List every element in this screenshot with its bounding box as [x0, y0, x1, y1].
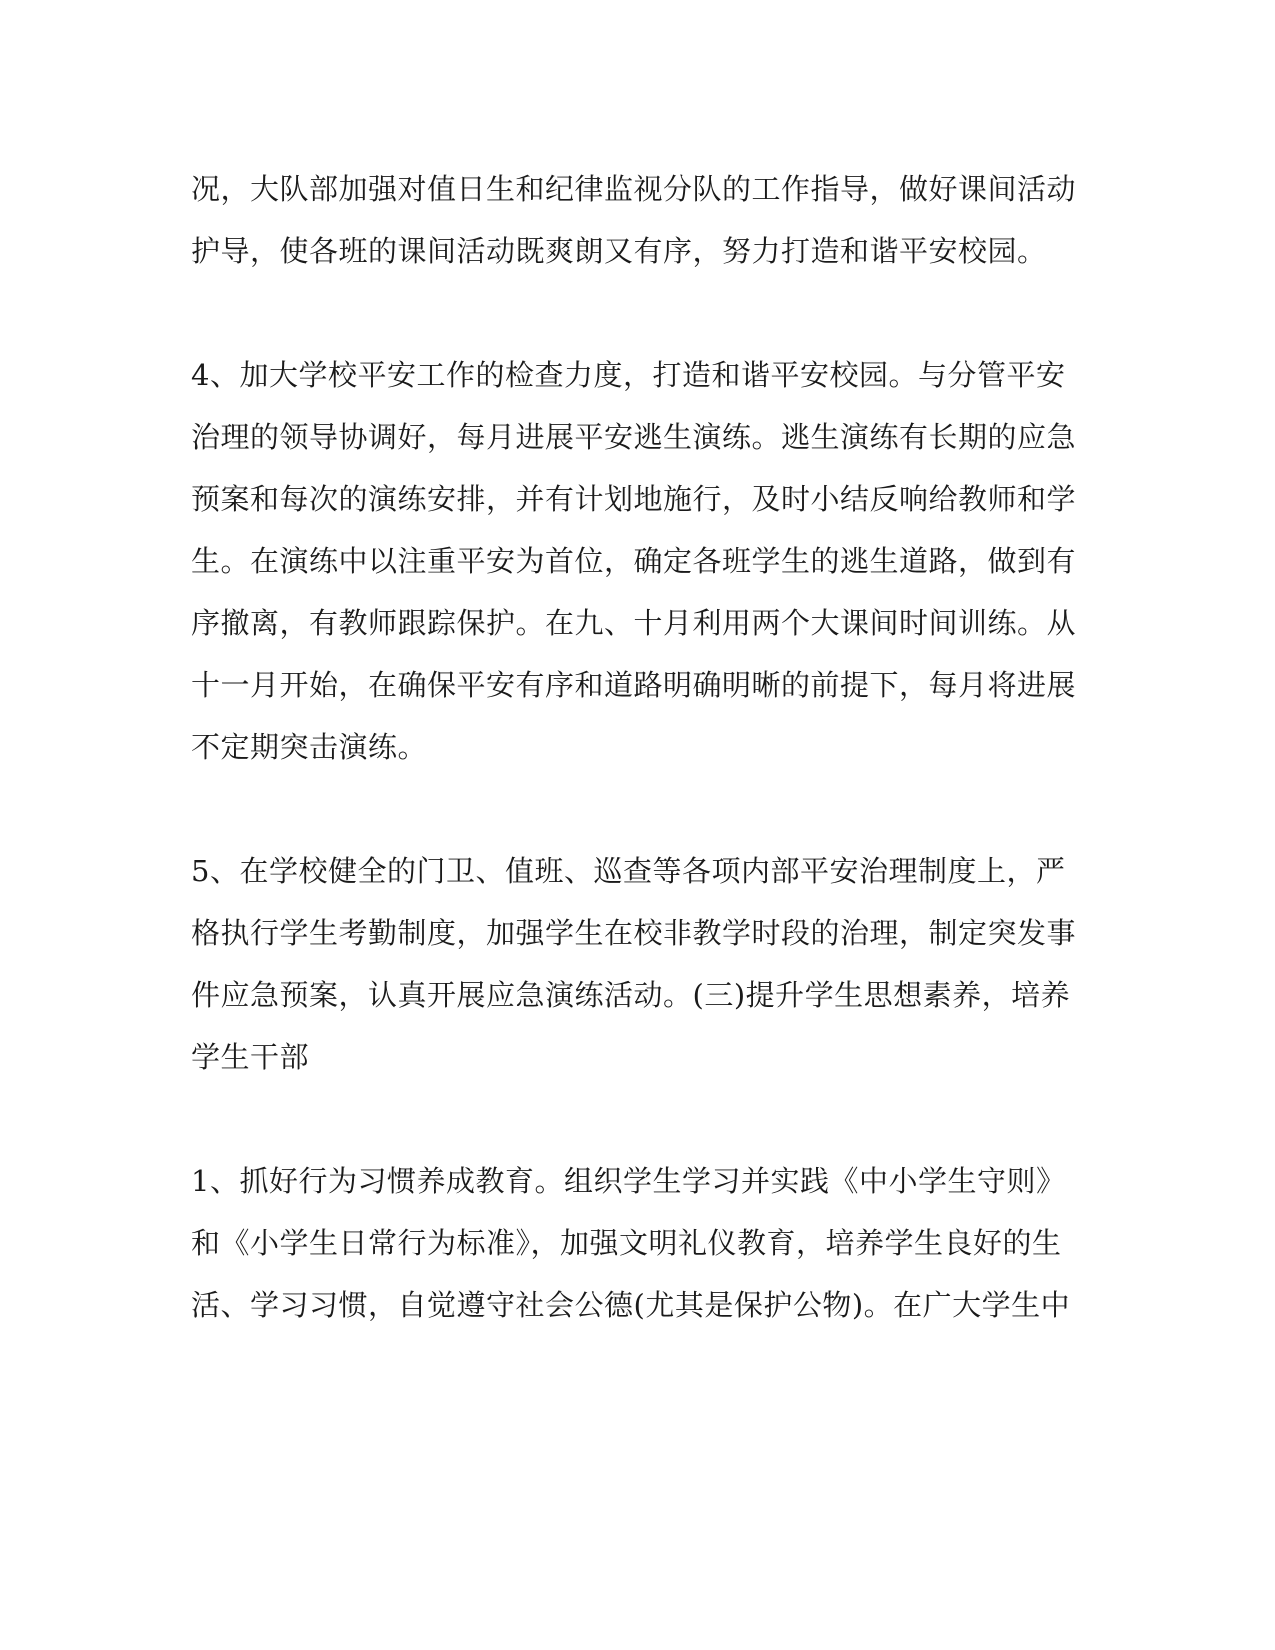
paragraph-continuation — [191, 158, 1077, 282]
text-line: 况，大队部加强对值日生和纪律监视分队的工作指导，做好课间活动 — [191, 172, 1077, 206]
paragraph-item-1 — [191, 1150, 1071, 1336]
text-line: 生。在演练中以注重平安为首位，确定各班学生的逃生道路，做到有 — [191, 544, 1077, 578]
text-line: 和《小学生日常行为标准》，加强文明礼仪教育，培养学生良好的生 — [191, 1226, 1062, 1260]
text-line: 护导，使各班的课间活动既爽朗又有序，努力打造和谐平安校园。 — [191, 234, 1047, 268]
text-line: 十一月开始，在确保平安有序和道路明确明晰的前提下，每月将进展 — [191, 668, 1077, 702]
paragraph-item-4 — [191, 344, 1077, 778]
document-body — [191, 158, 1077, 1398]
text-line: 格执行学生考勤制度，加强学生在校非教学时段的治理，制定突发事 — [191, 916, 1077, 950]
text-line: 活、学习习惯，自觉遵守社会公德(尤其是保护公物)。在广大学生中 — [191, 1288, 1071, 1322]
text-line: 5、在学校健全的门卫、值班、巡查等各项内部平安治理制度上，严 — [191, 854, 1066, 888]
text-line: 学生干部 — [191, 1040, 310, 1074]
text-line: 件应急预案，认真开展应急演练活动。(三)提升学生思想素养，培养 — [191, 978, 1071, 1012]
text-line: 预案和每次的演练安排，并有计划地施行，及时小结反响给教师和学 — [191, 482, 1077, 516]
text-line: 不定期突击演练。 — [191, 730, 428, 764]
text-line: 序撤离，有教师跟踪保护。在九、十月利用两个大课间时间训练。从 — [191, 606, 1077, 640]
paragraph-item-5 — [191, 840, 1077, 1088]
text-line: 4、加大学校平安工作的检查力度，打造和谐平安校园。与分管平安 — [191, 358, 1066, 392]
text-line: 治理的领导协调好，每月进展平安逃生演练。逃生演练有长期的应急 — [191, 420, 1077, 454]
text-line: 1、抓好行为习惯养成教育。组织学生学习并实践《中小学生守则》 — [191, 1164, 1066, 1198]
